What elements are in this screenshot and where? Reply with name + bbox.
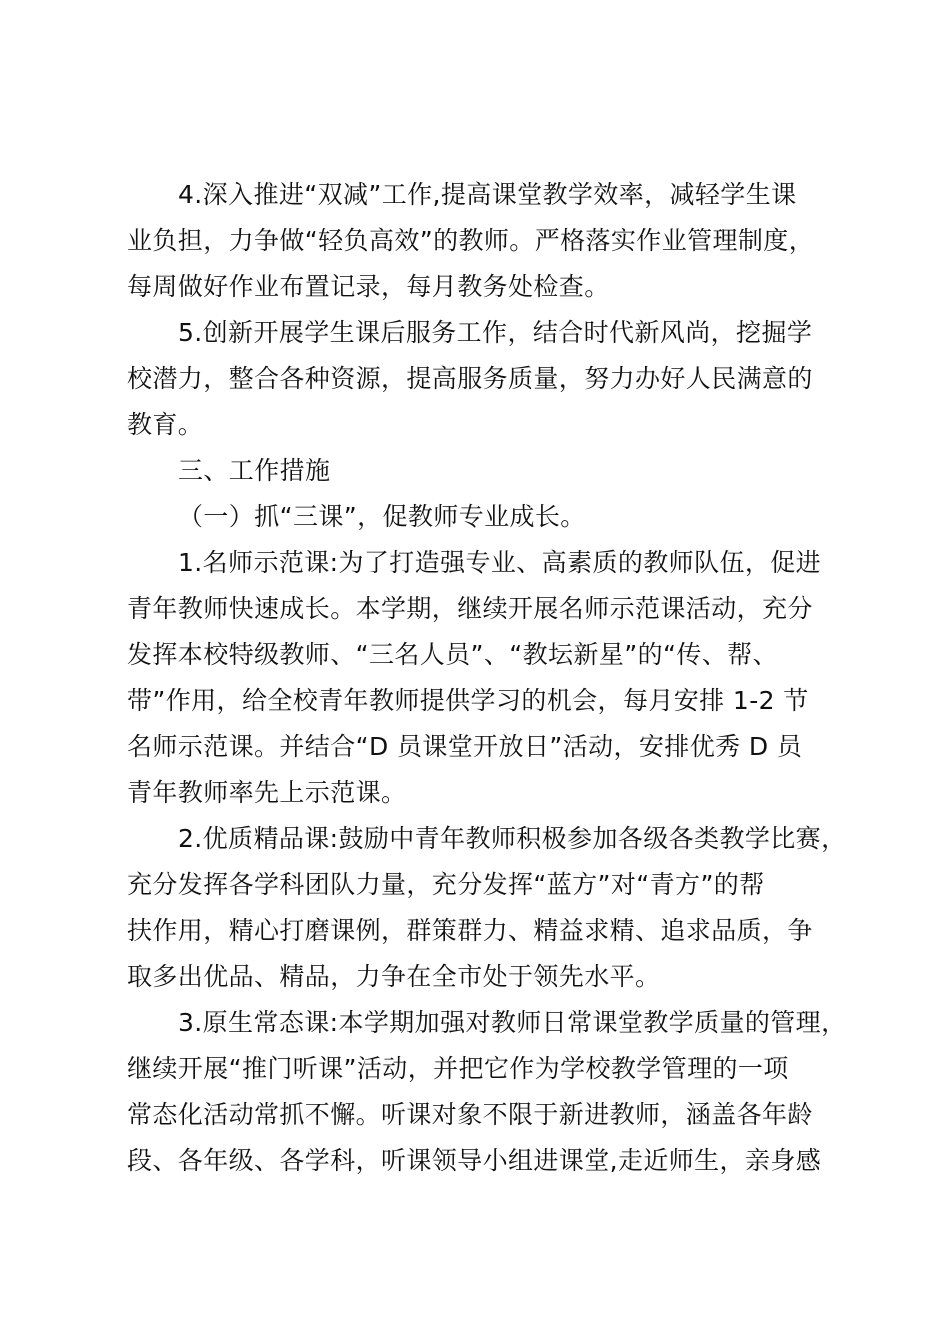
paragraph-line: 充分发挥各学科团队力量，充分发挥“蓝方”对“青方”的帮 bbox=[127, 870, 765, 899]
paragraph-line: 1.名师示范课:为了打造强专业、高素质的教师队伍，促进 bbox=[178, 548, 822, 577]
paragraph-line: 段、各年级、各学科，听课领导小组进课堂,走近师生，亲身感 bbox=[127, 1146, 822, 1175]
paragraph-line: 常态化活动常抓不懈。听课对象不限于新进教师，涵盖各年龄 bbox=[127, 1100, 813, 1129]
paragraph-line: 校潜力，整合各种资源，提高服务质量，努力办好人民满意的 bbox=[127, 364, 813, 393]
paragraph-line: 4.深入推进“双减”工作,提高课堂教学效率，减轻学生课 bbox=[178, 180, 797, 209]
paragraph-line: 业负担，力争做“轻负高效”的教师。严格落实作业管理制度， bbox=[127, 226, 815, 255]
paragraph-line: 取多出优品、精品，力争在全市处于领先水平。 bbox=[127, 962, 661, 991]
paragraph-line: 青年教师率先上示范课。 bbox=[127, 778, 407, 807]
paragraph-line: 扶作用，精心打磨课例，群策群力、精益求精、追求品质，争 bbox=[127, 916, 813, 945]
paragraph-line: 名师示范课。并结合“D 员课堂开放日”活动，安排优秀 D 员 bbox=[127, 732, 803, 761]
paragraph-line: 3.原生常态课:本学期加强对教师日常课堂教学质量的管理， bbox=[178, 1008, 847, 1037]
paragraph-line: 每周做好作业布置记录，每月教务处检查。 bbox=[127, 272, 610, 301]
subsection-heading: （一）抓“三课”，促教师专业成长。 bbox=[178, 502, 586, 531]
paragraph-line: 发挥本校特级教师、“三名人员”、“教坛新星”的“传、帮、 bbox=[127, 640, 778, 669]
paragraph-line: 继续开展“推门听课”活动，并把它作为学校教学管理的一项 bbox=[127, 1054, 789, 1083]
paragraph-line: 带”作用，给全校青年教师提供学习的机会，每月安排 1-2 节 bbox=[127, 686, 809, 715]
paragraph-line: 5.创新开展学生课后服务工作，结合时代新风尚，挖掘学 bbox=[178, 318, 813, 347]
section-heading: 三、工作措施 bbox=[178, 456, 331, 485]
paragraph-line: 2.优质精品课:鼓励中青年教师积极参加各级各类教学比赛， bbox=[178, 824, 847, 853]
paragraph-line: 教育。 bbox=[127, 410, 204, 439]
paragraph-line: 青年教师快速成长。本学期，继续开展名师示范课活动，充分 bbox=[127, 594, 813, 623]
